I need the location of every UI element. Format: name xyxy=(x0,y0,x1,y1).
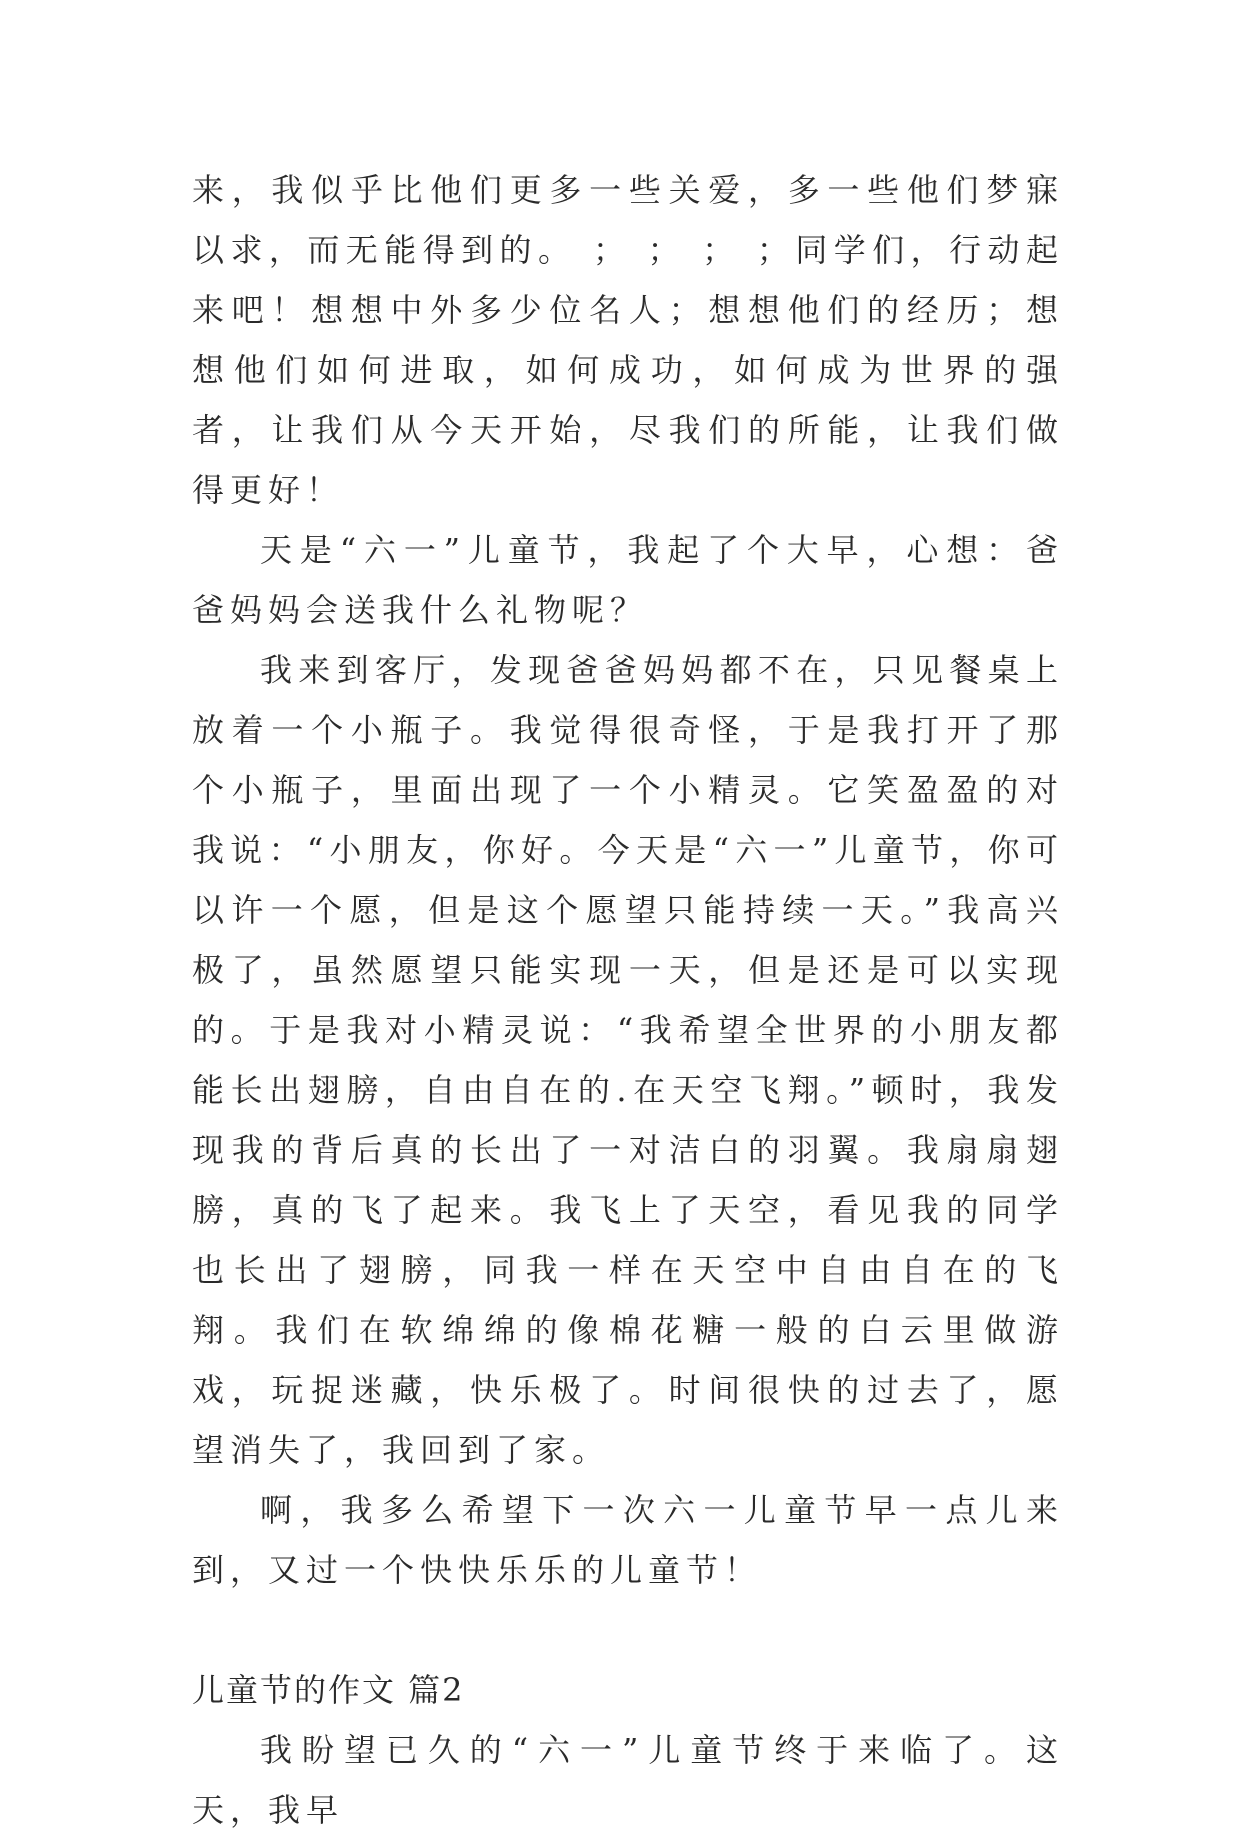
paragraph-4: 啊，我多么希望下一次六一儿童节早一点儿来到，又过一个快快乐乐的儿童节！ xyxy=(192,1491,1064,1589)
section-paragraph: 我盼望已久的“六一”儿童节终于来临了。这天，我早 xyxy=(192,1731,1064,1829)
document-body xyxy=(192,160,1064,1840)
section-spacer xyxy=(192,1600,1064,1660)
paragraph-2: 天是“六一”儿童节，我起了个大早，心想：爸爸妈妈会送我什么礼物呢？ xyxy=(192,531,1064,629)
section-heading: 儿童节的作文 篇2 xyxy=(192,1671,465,1709)
paragraph-1: 来，我似乎比他们更多一些关爱，多一些他们梦寐以求，而无能得到的。 ； ； ； ；同学们，行动起来吧！想想中外多少位名人；想想他们的经历；想想他们如何进取，如何成功，如何成为世界的强者，让我们从今天开始，尽我们的所能，让我们做得更好！ xyxy=(192,171,1064,509)
paragraph-3: 我来到客厅，发现爸爸妈妈都不在，只见餐桌上放着一个小瓶子。我觉得很奇怪，于是我打开了那个小瓶子，里面出现了一个小精灵。它笑盈盈的对我说：“小朋友，你好。今天是“六一”儿童节，你可以许一个愿，但是这个愿望只能持续一天。”我高兴极了，虽然愿望只能实现一天，但是还是可以实现的。于是我对小精灵说：“我希望全世界的小朋友都能长出翅膀，自由自在的.在天空飞翔。”顿时，我发现我的背后真的长出了一对洁白的羽翼。我扇扇翅膀，真的飞了起来。我飞上了天空，看见我的同学也长出了翅膀，同我一样在天空中自由自在的飞翔。我们在软绵绵的像棉花糖一般的白云里做游戏，玩捉迷藏，快乐极了。时间很快的过去了，愿望消失了，我回到了家。 xyxy=(192,651,1064,1469)
